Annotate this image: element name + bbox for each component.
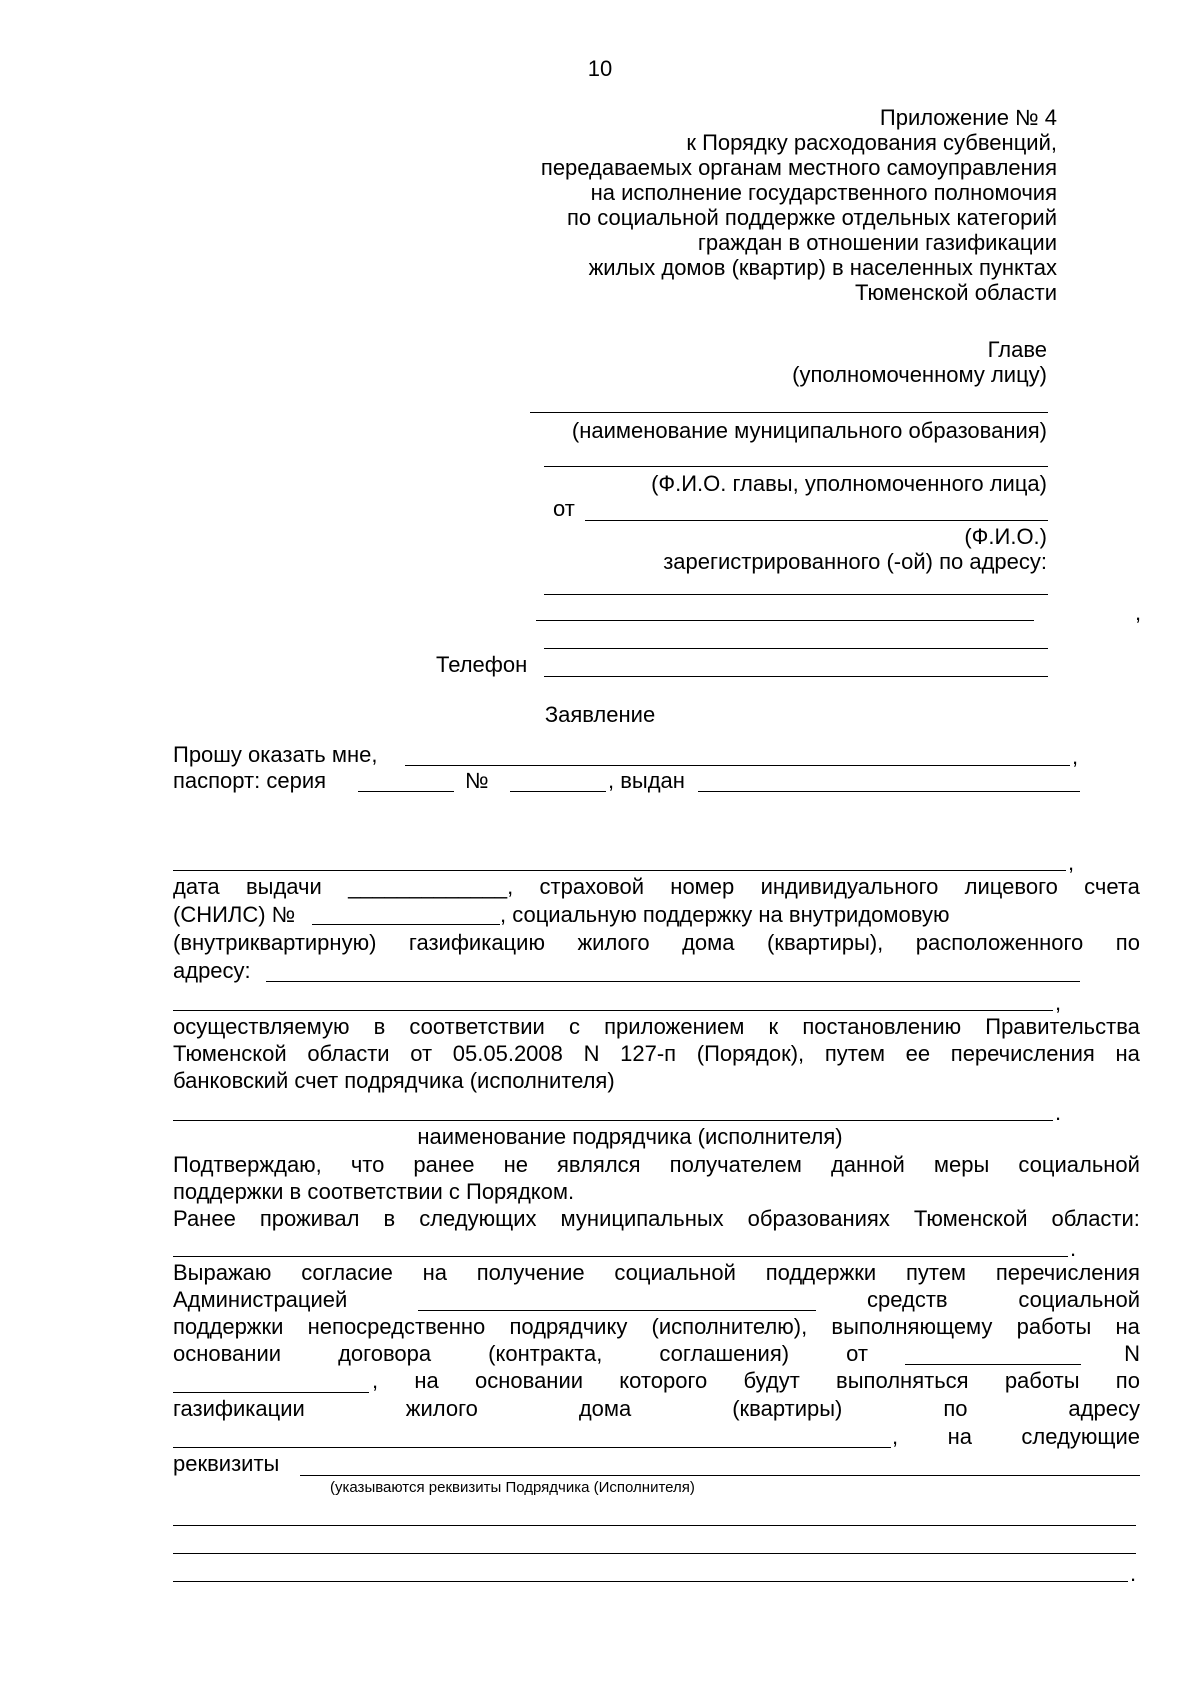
word: получателем [669, 1152, 802, 1177]
phone-label: Телефон [436, 652, 528, 677]
issued-by-comma: , [1068, 850, 1075, 875]
appendix-line: по социальной поддержке отдельных категорий [566, 205, 1057, 230]
word: Тюменской [913, 1206, 1028, 1231]
word: Выражаю [173, 1260, 272, 1285]
word: ее [905, 1041, 931, 1066]
contractor-period: . [1055, 1100, 1062, 1125]
consent-line-1 [173, 1260, 1140, 1286]
head-name-caption: (Ф.И.О. главы, уполномоченного лица) [651, 471, 1047, 496]
word: договора [338, 1341, 432, 1366]
word: от [410, 1041, 433, 1066]
address-line-3[interactable] [544, 648, 1048, 649]
applicant-line[interactable] [405, 765, 1070, 766]
word: получение [476, 1260, 585, 1285]
word: непосредственно [307, 1314, 486, 1339]
word: являлся [557, 1152, 641, 1177]
word: N [583, 1041, 600, 1066]
appendix-line: к Порядку расходования субвенций, [686, 130, 1057, 155]
word: соответствии [409, 1014, 545, 1039]
word: дома [682, 930, 735, 955]
address-line-2[interactable] [536, 620, 1034, 621]
word: расположенного [915, 930, 1084, 955]
word: на [1115, 1314, 1140, 1339]
word: выдачи [245, 874, 322, 899]
requisites-line[interactable] [300, 1475, 1140, 1476]
para-line-2 [173, 1041, 1140, 1067]
gasification-line [173, 930, 1140, 956]
snils-line[interactable] [312, 924, 500, 925]
word: меры [933, 1152, 990, 1177]
word: на [947, 1424, 972, 1449]
previously-line [173, 1206, 1140, 1232]
word: 05.05.2008 [452, 1041, 563, 1066]
appendix-line: передаваемых органам местного самоуправления [540, 155, 1057, 180]
applicant-name-line[interactable] [585, 520, 1048, 521]
word: которого [619, 1368, 708, 1393]
word: работы [1004, 1368, 1080, 1393]
phone-line[interactable] [544, 676, 1048, 677]
word: по [1115, 930, 1140, 955]
word: газификацию [408, 930, 545, 955]
property-address-comma: , [1055, 990, 1062, 1015]
requisites-line-2[interactable] [173, 1525, 1136, 1526]
word: следующие [1021, 1424, 1140, 1449]
passport-series-line[interactable] [358, 791, 454, 792]
word: индивидуального [760, 874, 939, 899]
property-address-line-2[interactable] [173, 1010, 1053, 1011]
word: путем [824, 1041, 885, 1066]
word: Подтверждаю, [173, 1152, 322, 1177]
previous-municipalities-line[interactable] [173, 1256, 1068, 1257]
word: номер [670, 874, 735, 899]
contractor-line[interactable] [173, 1120, 1053, 1121]
word: жилого [405, 1396, 478, 1421]
word: будут [743, 1368, 800, 1393]
requisites-line-3[interactable] [173, 1553, 1136, 1554]
funds-label: средств [867, 1287, 948, 1312]
address-line-1[interactable] [544, 594, 1048, 595]
head-name-line[interactable] [544, 466, 1048, 467]
request-prefix: Прошу оказать мне, [173, 742, 378, 767]
word: адресу [1068, 1396, 1140, 1421]
word: лицевого [964, 874, 1058, 899]
word: соглашения) [659, 1341, 790, 1366]
passport-number-line[interactable] [510, 791, 606, 792]
confirm-line-2: поддержки в соответствии с Порядком. [173, 1179, 575, 1204]
word: 127-п [620, 1041, 677, 1066]
word: к [768, 1014, 779, 1039]
word: дата [173, 874, 220, 899]
registered-label: зарегистрированного (-ой) по адресу: [663, 549, 1047, 574]
appendix-line: жилых домов (квартир) в населенных пунктах [588, 255, 1057, 280]
word: муниципальных [560, 1206, 724, 1231]
document-title: Заявление [544, 702, 656, 727]
issue-date-blank[interactable]: _____________, [348, 874, 514, 899]
word: в [383, 1206, 396, 1231]
appendix-line: Приложение № 4 [879, 105, 1057, 130]
address-comma: , [1135, 600, 1142, 625]
word: социальной [1018, 1152, 1140, 1177]
property-address-label: адресу: [173, 958, 251, 983]
word: проживал [259, 1206, 360, 1231]
word: осуществляемую [173, 1014, 350, 1039]
from-label: от [553, 496, 575, 521]
word: на [422, 1260, 447, 1285]
contract-number-line[interactable] [173, 1392, 369, 1393]
consent-line-3 [173, 1314, 1140, 1340]
word: области: [1051, 1206, 1140, 1231]
word: ранее [413, 1152, 475, 1177]
word: по [943, 1396, 968, 1421]
word: жилого [577, 930, 650, 955]
issued-by-label: , выдан [608, 768, 685, 793]
word: с [569, 1014, 580, 1039]
contract-date-line[interactable] [905, 1364, 1081, 1365]
administration-line[interactable] [418, 1310, 816, 1311]
word: социальной [614, 1260, 736, 1285]
municipality-line[interactable] [530, 412, 1048, 413]
word: на [414, 1368, 439, 1393]
word: (контракта, [488, 1341, 603, 1366]
para-line-1 [173, 1014, 1140, 1040]
word: поддержки [173, 1314, 284, 1339]
word: Ранее [173, 1206, 236, 1231]
works-line [372, 1368, 1140, 1394]
word: работы [1016, 1314, 1092, 1339]
social-label: социальной [1018, 1287, 1140, 1312]
word: путем [905, 1260, 967, 1285]
basis-line [173, 1341, 868, 1367]
word: не [503, 1152, 528, 1177]
following-line [892, 1424, 1140, 1450]
snils-label: (СНИЛС) № [173, 902, 296, 927]
word: области [307, 1041, 390, 1066]
addressee-head: Главе [987, 337, 1047, 362]
appendix-line: на исполнение государственного полномочия [590, 180, 1057, 205]
municipality-caption: (наименование муниципального образования) [571, 418, 1047, 443]
word: выполняться [836, 1368, 969, 1393]
confirm-line-1 [173, 1152, 1140, 1178]
word: приложением [604, 1014, 745, 1039]
word: согласие [301, 1260, 393, 1285]
snils-rest: , социальную поддержку на внутридомовую [500, 902, 950, 927]
word: Правительства [985, 1014, 1140, 1039]
appendix-line: Тюменской области [854, 280, 1057, 305]
word: перечисления [950, 1041, 1095, 1066]
contract-number-label: N [1124, 1341, 1140, 1366]
passport-series-label: паспорт: серия [173, 768, 327, 793]
requisites-label: реквизиты [173, 1451, 280, 1476]
word: перечисления [995, 1260, 1140, 1285]
word: (квартиры) [732, 1396, 843, 1421]
passport-number-sign: № [465, 768, 489, 793]
appendix-line: граждан в отношении газификации [697, 230, 1057, 255]
administration-label: Администрацией [173, 1287, 348, 1312]
para-line-3: банковский счет подрядчика (исполнителя) [173, 1068, 615, 1093]
word: (исполнителю), [651, 1314, 808, 1339]
works-address-line[interactable] [173, 1447, 891, 1448]
word: на [1115, 1041, 1140, 1066]
word: счета [1084, 874, 1140, 899]
word: газификации [173, 1396, 305, 1421]
requisites-period: . [1130, 1561, 1137, 1586]
property-address-line[interactable] [266, 981, 1080, 982]
word: следующих [419, 1206, 537, 1231]
word: (внутриквартирную) [173, 930, 377, 955]
word: по [1115, 1368, 1140, 1393]
requisites-line-4[interactable] [173, 1581, 1128, 1582]
request-comma: , [1072, 744, 1079, 769]
word: , [892, 1424, 899, 1449]
word: основании [475, 1368, 584, 1393]
word: от [846, 1341, 868, 1366]
word: , [372, 1368, 379, 1393]
word: поддержки [765, 1260, 877, 1285]
previous-municipalities-period: . [1070, 1236, 1077, 1261]
issue-date-line [173, 874, 1140, 900]
word: постановлению [802, 1014, 962, 1039]
word: (квартиры), [767, 930, 884, 955]
word: страховой [539, 874, 645, 899]
fio-caption: (Ф.И.О.) [964, 524, 1047, 549]
word: выполняющему [831, 1314, 993, 1339]
requisites-caption: (указываются реквизиты Подрядчика (Исполнителя) [330, 1479, 695, 1496]
issued-by-line-2[interactable] [173, 870, 1066, 871]
word: Тюменской [173, 1041, 287, 1066]
issued-by-line[interactable] [698, 791, 1080, 792]
word: что [350, 1152, 385, 1177]
word: в [373, 1014, 386, 1039]
addressee-authorized: (уполномоченному лицу) [792, 362, 1047, 387]
word: (Порядок), [696, 1041, 805, 1066]
word: подрядчику [509, 1314, 628, 1339]
page-number: 10 [587, 56, 613, 81]
gasification-address-line [173, 1396, 1140, 1422]
word: основании [173, 1341, 282, 1366]
word: дома [578, 1396, 632, 1421]
word: данной [830, 1152, 905, 1177]
contractor-caption: наименование подрядчика (исполнителя) [417, 1124, 843, 1149]
word: образованиях [747, 1206, 890, 1231]
